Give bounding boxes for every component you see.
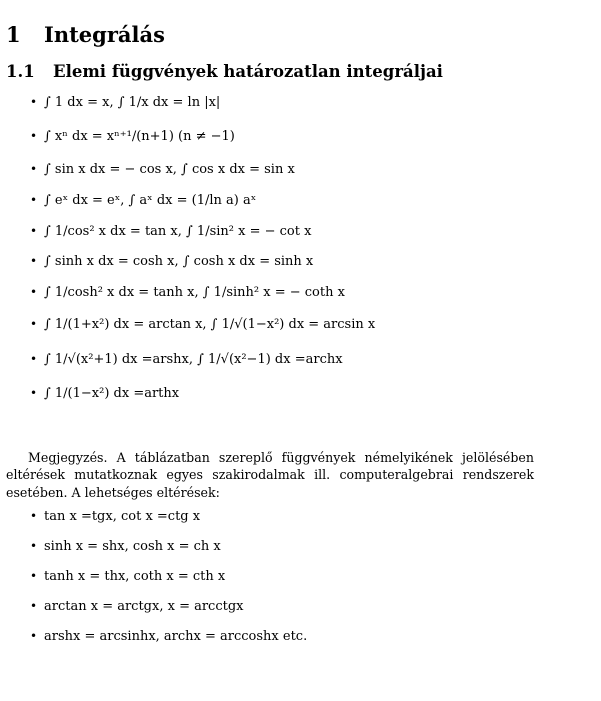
- formula-item: [30, 223, 311, 240]
- bullet-icon: •: [30, 539, 38, 553]
- section-title: Integrálás: [44, 22, 165, 47]
- formula-item: [30, 128, 235, 145]
- bullet-icon: •: [30, 509, 38, 523]
- formula-text: ∫ xⁿ dx = xⁿ⁺¹/(n+1) (n ≠ −1): [44, 129, 235, 144]
- bullet-icon: •: [30, 254, 38, 268]
- variant-text: tan x =tgx, cot x =ctg x: [44, 509, 201, 524]
- bullet-icon: •: [30, 317, 38, 331]
- variant-item: [30, 598, 244, 615]
- formula-item: [30, 253, 313, 270]
- variant-text: sinh x = shx, cosh x = ch x: [44, 539, 221, 554]
- formula-text: ∫ 1 dx = x, ∫ 1/x dx = ln |x|: [44, 95, 221, 110]
- variant-item: [30, 508, 200, 525]
- formula-text: ∫ 1/cos² x dx = tan x, ∫ 1/sin² x = − cot x: [44, 224, 312, 239]
- formula-item: [30, 192, 256, 209]
- bullet-icon: •: [30, 386, 38, 400]
- subsection-number: 1.1: [6, 62, 35, 81]
- bullet-icon: •: [30, 129, 38, 143]
- formula-item: [30, 94, 220, 111]
- bullet-icon: •: [30, 193, 38, 207]
- note-paragraph: Megjegyzés. A táblázatban szereplő függvények némelyikének jelölésében eltérések mutatkoznak egyes szakirodalmak ill. computeralgebrai rendszerek esetében. A lehetséges eltérések:: [6, 449, 534, 500]
- formula-text: ∫ 1/√(x²+1) dx =arshx, ∫ 1/√(x²−1) dx =archx: [44, 352, 343, 367]
- bullet-icon: •: [30, 629, 38, 643]
- subsection-heading: [6, 62, 443, 81]
- bullet-icon: •: [30, 569, 38, 583]
- variant-text: arctan x = arctgx, x = arcctgx: [44, 599, 244, 614]
- formula-text: ∫ 1/(1−x²) dx =arthx: [44, 386, 180, 401]
- bullet-icon: •: [30, 352, 38, 366]
- formula-text: ∫ eˣ dx = eˣ, ∫ aˣ dx = (1/ln a) aˣ: [44, 193, 257, 208]
- formula-item: [30, 316, 375, 333]
- formula-text: ∫ sin x dx = − cos x, ∫ cos x dx = sin x: [44, 162, 295, 177]
- formula-text: ∫ 1/cosh² x dx = tanh x, ∫ 1/sinh² x = − coth x: [44, 285, 345, 300]
- bullet-icon: •: [30, 224, 38, 238]
- variant-item: [30, 538, 221, 555]
- bullet-icon: •: [30, 162, 38, 176]
- bullet-icon: •: [30, 95, 38, 109]
- section-heading: [6, 22, 165, 47]
- variant-item: [30, 628, 307, 645]
- formula-item: [30, 385, 179, 402]
- bullet-icon: •: [30, 285, 38, 299]
- variant-text: tanh x = thx, coth x = cth x: [44, 569, 226, 584]
- bullet-icon: •: [30, 599, 38, 613]
- subsection-title: Elemi függvények határozatlan integráljai: [53, 62, 443, 81]
- section-number: 1: [6, 22, 21, 47]
- variant-item: [30, 568, 225, 585]
- formula-item: [30, 351, 343, 368]
- formula-text: ∫ sinh x dx = cosh x, ∫ cosh x dx = sinh x: [44, 254, 314, 269]
- formula-item: [30, 284, 345, 301]
- variant-text: arshx = arcsinhx, archx = arccoshx etc.: [44, 629, 308, 644]
- formula-item: [30, 161, 295, 178]
- formula-text: ∫ 1/(1+x²) dx = arctan x, ∫ 1/√(1−x²) dx = arcsin x: [44, 317, 376, 332]
